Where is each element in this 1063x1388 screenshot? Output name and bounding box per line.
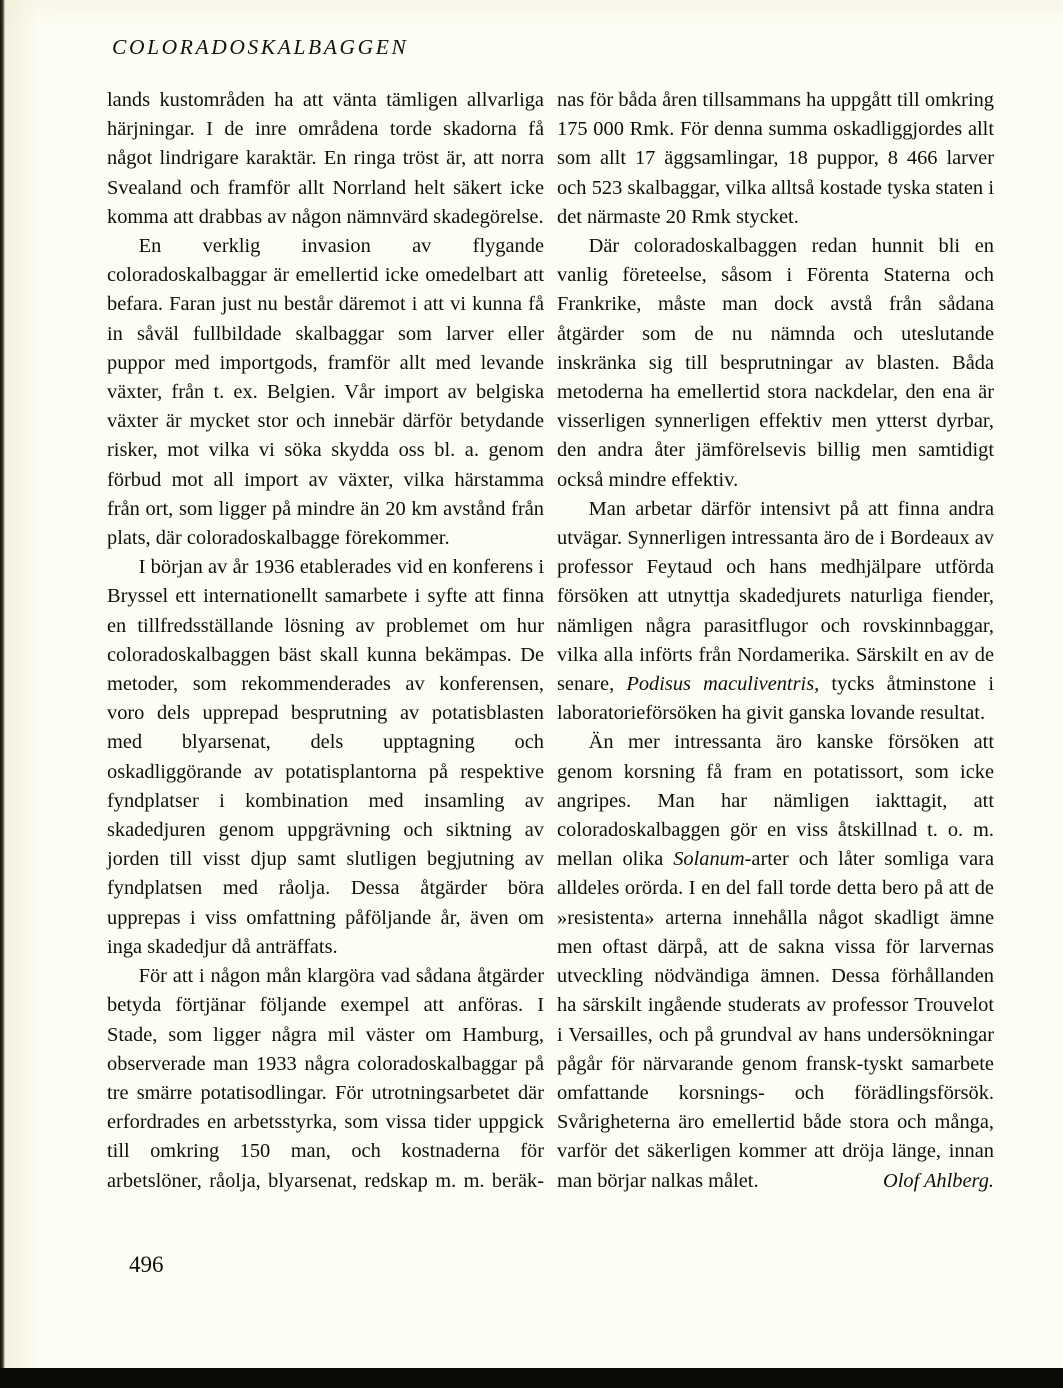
text-column-left [107, 86, 544, 1225]
author-signature: Olof Ahlberg. [882, 1169, 994, 1192]
scientific-name: Solanum [673, 848, 745, 871]
page-number: 496 [129, 1252, 164, 1277]
text-column-right [557, 86, 994, 1196]
scan-top-shadow [0, 0, 1063, 26]
paragraph: Man arbetar därför intensivt på att finna andra utvägar. Synnerligen intressanta äro de i Bordeaux av professor Feytaud och hans medhjälpare utförda försöken att utnyttja skadedjurets naturliga fiender, nämligen några parasitflugor och rovskinnbaggar, vilka alla införts från Nordamerika. Särskilt en av de senare, Podisus maculiventris, tycks åtminstone i laboratorieförsöken ha givit ganska lovande resultat. [557, 497, 994, 725]
paragraph-with-signature: Än mer intressanta äro kanske försöken att genom korsning få fram en potatissort, som icke angripes. Man har nämligen iakttagit, att coloradoskalbaggen gör en viss åtskillnad t. o. m. mellan olika Solanum-arter och låter somliga vara alldeles orörda. I en del fall torde detta bero på att de »resistenta» arterna innehålla något skadligt ämne men oftast därpå, att de sakna vissa för larvernas utveckling nödvändiga ämnen. Dessa förhållanden ha särskilt ingående studerats av professor Trouvelot i Versailles, och på grundval av hans undersökningar pågår för närvarande genom fransk-tyskt samarbete omfattande korsnings- och förädlingsförsök. Svårigheterna äro emellertid både stora och många, varför det säkerligen kommer att dröja länge, innan man börjar nalkas målet. Olof Ahlberg. [557, 728, 994, 1195]
scan-left-shadow [4, 0, 62, 1368]
paragraph: lands kustområden ha att vänta tämligen allvarliga härjningar. I de inre områdena torde skadorna få något lindrigare karaktär. En ringa tröst är, att norra Svealand och framför allt Norrland helt säkert icke komma att drabbas av någon nämnvärd skadegörelse. [107, 89, 544, 228]
paragraph: nas för båda åren tillsammans ha uppgått till omkring 175 000 Rmk. För denna summa oskadliggjordes allt som allt 17 äggsamlingar, 18 puppor, 8 466 larver och 523 skalbaggar, vilka alltså kostade tyska staten i det närmaste 20 Rmk stycket. [557, 89, 994, 228]
paragraph: En verklig invasion av flygande coloradoskalbaggar är emellertid icke omedelbart att befara. Faran just nu består däremot i att vi kunna få in såväl fullbildade skalbaggar som larver eller puppor med importgods, framför allt med levande växter, från t. ex. Belgien. Vår import av belgiska växter är mycket stor och innebär därför betydande risker, mot vilka vi söka skydda oss bl. a. genom förbud mot all import av växter, vilka härstamma från ort, som ligger på mindre än 20 km avstånd från plats, där coloradoskalbagge förekommer. [107, 235, 544, 550]
paragraph: Där coloradoskalbaggen redan hunnit bli en vanlig företeelse, såsom i Förenta Staterna och Frankrike, måste man dock avstå från sådana åtgärder som de nu nämnda och uteslutande inskränka sig till besprutningar av blasten. Båda metoderna ha emellertid stora nackdelar, den ena är visserligen synnerligen effektiv men ytterst dyrbar, den andra åter jämförelsevis billig men samtidigt också mindre effektiv. [557, 235, 994, 491]
paragraph: För att i någon mån klargöra vad sådana åtgärder betyda förtjänar följande exempel att anföras. I Stade, som ligger några mil väster om Hamburg, observerade man 1933 några coloradoskalbaggar på tre smärre potatisodlingar. För utrotningsarbetet där erfordrades en arbetsstyrka, som vissa tider uppgick till omkring 150 man, och kostnaderna för arbetslöner, råolja, blyarsenat, redskap m. m. beräk- [107, 965, 544, 1192]
running-head: COLORADOSKALBAGGEN [112, 35, 409, 59]
paragraph: I början av år 1936 etablerades vid en konferens i Bryssel ett internationellt samarbete i syfte att finna en tillfredsställande lösning av problemet om hur coloradoskalbaggen bäst skall kunna bekämpas. De metoder, som rekommenderades av konferensen, voro dels upprepad besprutning av potatisblasten med blyarsenat, dels upptagning och oskadliggörande av potatisplantorna på respektive fyndplatser i kombination med insamling av skadedjuren genom uppgrävning och siktning av jorden till visst djup samt slutligen begjutning av fyndplatsen med råolja. Dessa åtgärder böra upprepas i viss omfattning påföljande år, även om inga skadedjur då anträffats. [107, 556, 544, 958]
scientific-name: Podisus maculiventris [626, 673, 815, 696]
scan-bottom-edge [0, 1368, 1063, 1388]
scan-left-edge [0, 0, 5, 1371]
